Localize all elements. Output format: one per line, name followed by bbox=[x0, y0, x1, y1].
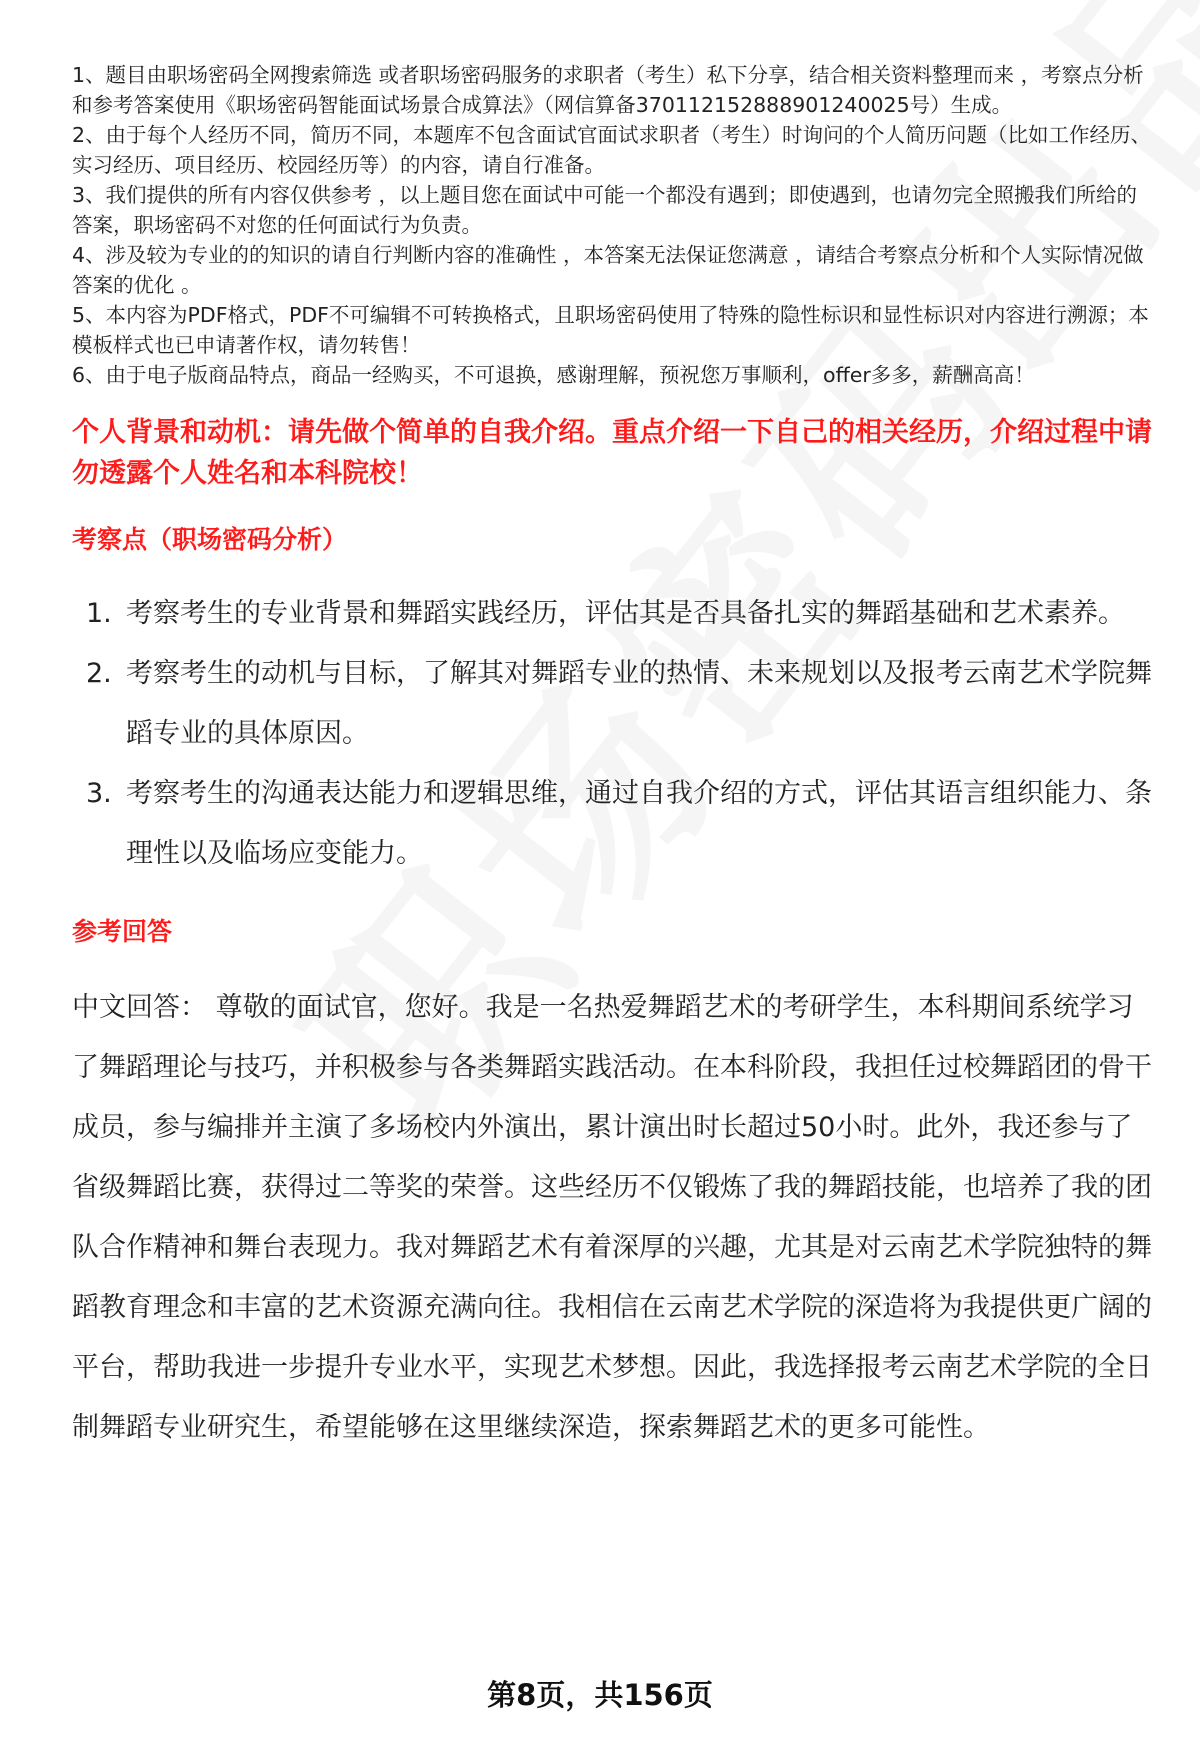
disclaimer-item: 5、本内容为PDF格式，PDF不可编辑不可转换格式，且职场密码使用了特殊的隐性标识和显性标识对内容进行溯源；本模板样式也已申请著作权，请勿转售！ bbox=[72, 303, 1149, 357]
analysis-point bbox=[72, 764, 1152, 884]
disclaimer-item: 4、涉及较为专业的的知识的请自行判断内容的准确性 ，本答案无法保证您满意 ，请结合考察点分析和个人实际情况做答案的优化 。 bbox=[72, 243, 1144, 297]
analysis-point bbox=[72, 644, 1152, 764]
point-number: 1. bbox=[86, 598, 112, 629]
analysis-point bbox=[72, 584, 1152, 644]
disclaimer-list bbox=[72, 60, 1152, 390]
answer-heading: 参考回答 bbox=[72, 917, 173, 946]
point-number: 3. bbox=[86, 778, 112, 809]
point-number: 2. bbox=[86, 658, 112, 689]
disclaimer-item: 3、我们提供的所有内容仅供参考 ，以上题目您在面试中可能一个都没有遇到；即使遇到，也请勿完全照搬我们所给的答案，职场密码不对您的任何面试行为负责。 bbox=[72, 183, 1138, 237]
analysis-points bbox=[72, 584, 1152, 884]
page-number: 第8页，共156页 bbox=[487, 1678, 713, 1712]
analysis-heading: 考察点（职场密码分析） bbox=[72, 525, 348, 554]
disclaimer-item: 1、题目由职场密码全网搜索筛选 或者职场密码服务的求职者（考生）私下分享，结合相关资料整理而来 ，考察点分析和参考答案使用《职场密码智能面试场景合成算法》（网信算备370112152888901240025号）生成。 bbox=[72, 63, 1144, 117]
point-text: 考察考生的动机与目标，了解其对舞蹈专业的热情、未来规划以及报考云南艺术学院舞蹈专业的具体原因。 bbox=[126, 658, 1152, 749]
disclaimer-item: 6、由于电子版商品特点，商品一经购买，不可退换，感谢理解，预祝您万事顺利，offer多多，薪酬高高！ bbox=[72, 363, 1035, 387]
document-page bbox=[72, 60, 1152, 1458]
point-text: 考察考生的专业背景和舞蹈实践经历，评估其是否具备扎实的舞蹈基础和艺术素养。 bbox=[126, 598, 1125, 629]
disclaimer-item: 2、由于每个人经历不同，简历不同，本题库不包含面试官面试求职者（考生）时询问的个人简历问题（比如工作经历、实习经历、项目经历、校园经历等）的内容，请自行准备。 bbox=[72, 123, 1152, 177]
interview-question: 个人背景和动机：请先做个简单的自我介绍。重点介绍一下自己的相关经历，介绍过程中请勿透露个人姓名和本科院校！ bbox=[72, 417, 1152, 489]
answer-text: 中文回答： 尊敬的面试官，您好。我是一名热爱舞蹈艺术的考研学生，本科期间系统学习了舞蹈理论与技巧，并积极参与各类舞蹈实践活动。在本科阶段，我担任过校舞蹈团的骨干成员，参与编排并主演了多场校内外演出，累计演出时长超过50小时。此外，我还参与了省级舞蹈比赛，获得过二等奖的荣誉。这些经历不仅锻炼了我的舞蹈技能，也培养了我的团队合作精神和舞台表现力。我对舞蹈艺术有着深厚的兴趣，尤其是对云南艺术学院独特的舞蹈教育理念和丰富的艺术资源充满向往。我相信在云南艺术学院的深造将为我提供更广阔的平台，帮助我进一步提升专业水平，实现艺术梦想。因此，我选择报考云南艺术学院的全日制舞蹈专业研究生，希望能够在这里继续深造，探索舞蹈艺术的更多可能性。 bbox=[72, 992, 1152, 1443]
point-text: 考察考生的沟通表达能力和逻辑思维，通过自我介绍的方式，评估其语言组织能力、条理性以及临场应变能力。 bbox=[126, 778, 1152, 869]
